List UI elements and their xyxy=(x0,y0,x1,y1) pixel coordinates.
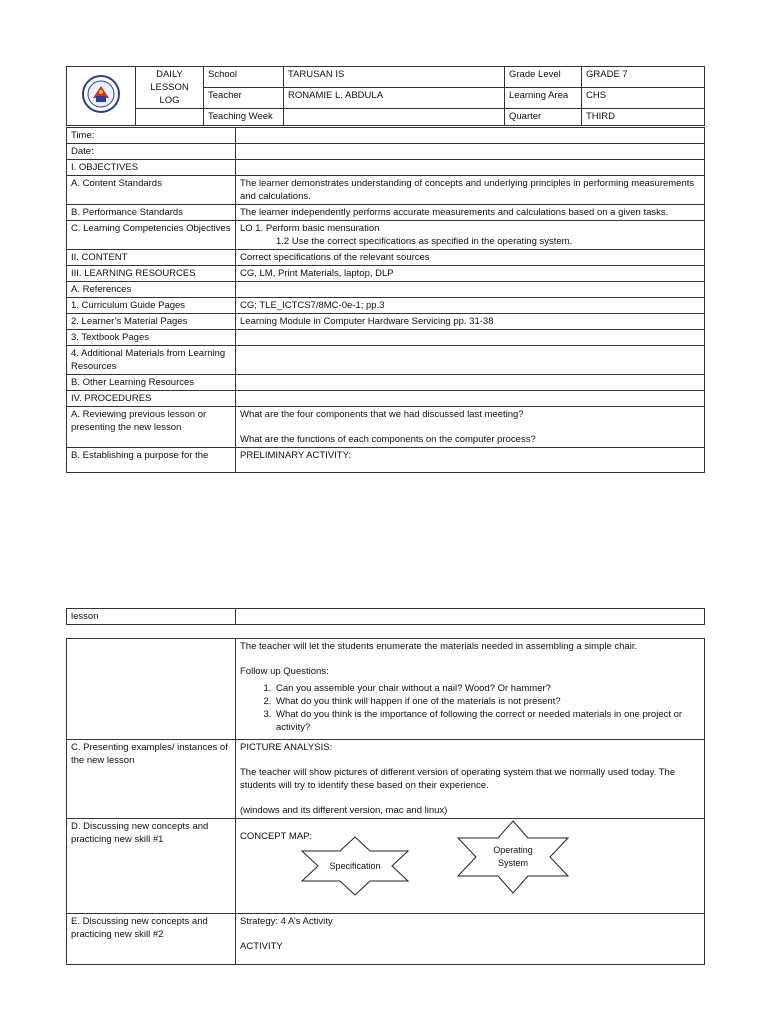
table-row xyxy=(67,330,705,346)
row-label: A. Content Standards xyxy=(67,176,236,205)
row-label: D. Discussing new concepts and practicing new skill #1 xyxy=(67,819,236,914)
table-row xyxy=(67,298,705,314)
row-value xyxy=(236,346,705,375)
grade-value: GRADE 7 xyxy=(582,67,705,88)
row-value: PICTURE ANALYSIS: The teacher will show pictures of different version of operating system that we normally used today. The students will try to identify these based on their experience. (windows and its different version, mac and linux) xyxy=(236,740,705,819)
row-value: Strategy: 4 A’s Activity ACTIVITY xyxy=(236,914,705,965)
row-value: What are the four components that we had discussed last meeting? What are the functions of each components on the computer process? xyxy=(236,407,705,448)
table-row xyxy=(67,740,705,819)
empty-title-cell xyxy=(136,109,204,126)
section-heading: I. OBJECTIVES xyxy=(67,160,236,176)
table-row xyxy=(67,375,705,391)
list-item: 1. Can you assemble your chair without a nail? Wood? Or hammer? xyxy=(274,682,700,695)
area-label: Learning Area xyxy=(505,88,582,109)
table-row xyxy=(67,205,705,221)
table-row xyxy=(67,407,705,448)
row-label: A. Reviewing previous lesson or presenting the new lesson xyxy=(67,407,236,448)
procedures-table xyxy=(66,638,705,965)
specification-label: Specification xyxy=(329,861,381,871)
school-value: TARUSAN IS xyxy=(284,67,505,88)
week-label: Teaching Week xyxy=(204,109,284,126)
table-row xyxy=(67,176,705,205)
row-label: lesson xyxy=(67,609,236,625)
table-row xyxy=(67,160,705,176)
continued-row-table xyxy=(66,608,705,625)
grade-label: Grade Level xyxy=(505,67,582,88)
row-value: CG; TLE_ICTCS7/8MC-0e-1; pp.3 xyxy=(236,298,705,314)
row-label: B. Other Learning Resources xyxy=(67,375,236,391)
header-table xyxy=(66,66,705,126)
school-label: School xyxy=(204,67,284,88)
row-label: 3. Textbook Pages xyxy=(67,330,236,346)
row-label: C. Presenting examples/ instances of the new lesson xyxy=(67,740,236,819)
table-row xyxy=(67,609,705,625)
quarter-label: Quarter xyxy=(505,109,582,126)
row-label: A. References xyxy=(67,282,236,298)
row-value: LO 1. Perform basic mensuration 1.2 Use the correct specifications as specified in the operating system. xyxy=(236,221,705,250)
quarter-value: THIRD xyxy=(582,109,705,126)
row-value: Learning Module in Computer Hardware Servicing pp. 31-38 xyxy=(236,314,705,330)
table-row xyxy=(67,391,705,407)
table-row xyxy=(67,250,705,266)
row-value: PRELIMINARY ACTIVITY: xyxy=(236,448,705,473)
section-heading: II. CONTENT xyxy=(67,250,236,266)
row-value xyxy=(236,375,705,391)
row-label: 4. Additional Materials from Learning Resources xyxy=(67,346,236,375)
table-row xyxy=(67,128,705,144)
row-label: B. Establishing a purpose for the xyxy=(67,448,236,473)
row-label: Time: xyxy=(67,128,236,144)
row-label: 2. Learner’s Material Pages xyxy=(67,314,236,330)
row-label: B. Performance Standards xyxy=(67,205,236,221)
logo-cell xyxy=(67,67,136,126)
concept-map: CONCEPT MAP: Specification Operating System xyxy=(240,820,700,912)
list-item: 2. What do you think will happen if one of the materials is not present? xyxy=(274,695,700,708)
row-label: E. Discussing new concepts and practicing new skill #2 xyxy=(67,914,236,965)
area-value: CHS xyxy=(582,88,705,109)
operating-system-label: Operating System xyxy=(493,845,533,868)
row-value xyxy=(236,144,705,160)
row-label: C. Learning Competencies Objectives xyxy=(67,221,236,250)
table-row xyxy=(67,819,705,914)
row-value: The learner demonstrates understanding of concepts and underlying principles in performing measurements and calculations. xyxy=(236,176,705,205)
table-row xyxy=(67,914,705,965)
lesson-table xyxy=(66,127,705,473)
row-value: The learner independently performs accurate measurements and calculations based on a given tasks. xyxy=(236,205,705,221)
section-heading: III. LEARNING RESOURCES xyxy=(67,266,236,282)
list-item: 3. What do you think is the importance of following the correct or needed materials in one project or activity? xyxy=(274,708,700,734)
table-row xyxy=(67,346,705,375)
row-value xyxy=(236,128,705,144)
table-row xyxy=(67,221,705,250)
table-row xyxy=(67,266,705,282)
row-value: CG, LM, Print Materials, laptop, DLP xyxy=(236,266,705,282)
section-heading: IV. PROCEDURES xyxy=(67,391,236,407)
table-row xyxy=(67,144,705,160)
row-value xyxy=(236,282,705,298)
row-label: 1. Curriculum Guide Pages xyxy=(67,298,236,314)
row-value: The teacher will let the students enumerate the materials needed in assembling a simple chair. Follow up Questions: 1. Can you assemble your chair without a nail? Wood? Or hammer? 2. What do you think will happen if one of the materials is not present? 3. What do you think is the importance of following the correct or needed materials in one project or activity? xyxy=(236,639,705,740)
table-row xyxy=(67,639,705,740)
table-row xyxy=(67,448,705,473)
week-value xyxy=(284,109,505,126)
teacher-label: Teacher xyxy=(204,88,284,109)
row-label: Date: xyxy=(67,144,236,160)
teacher-value: RONAMIE L. ABDULA xyxy=(284,88,505,109)
table-row xyxy=(67,282,705,298)
row-value xyxy=(236,330,705,346)
row-value: Correct specifications of the relevant sources xyxy=(236,250,705,266)
row-value xyxy=(236,819,705,914)
deped-seal-icon xyxy=(81,74,121,114)
daily-lesson-log-title: DAILY LESSON LOG xyxy=(136,67,204,109)
followup-list xyxy=(240,682,700,734)
table-row xyxy=(67,314,705,330)
